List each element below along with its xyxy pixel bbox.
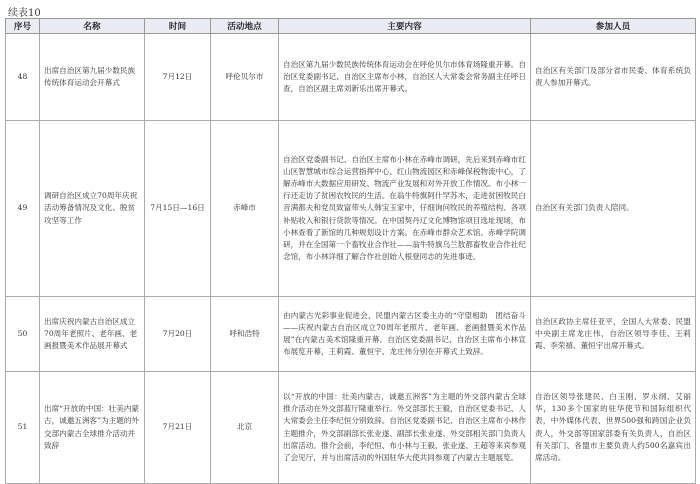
row-date: 7月20日 — [145, 297, 211, 372]
header-number: 序号 — [6, 19, 40, 34]
row-content: 自治区第九届少数民族传统体育运动会在呼伦贝尔市体育场隆重开幕。自治区党委副书记、自治区主席布小林，自治区人大常委会常务副主任呼日查，自治区副主席刘新乐出席开幕式。 — [279, 34, 531, 121]
activity-table — [5, 18, 696, 484]
table-row — [6, 297, 696, 372]
row-number: 50 — [6, 297, 40, 372]
row-participants: 自治区领导张建民、白玉刚、罗永纲、艾丽华，130多个国家的驻华使节和国际组织代表，中外媒体代表、世界500强和跨国企业负责人，外交部等国家部委有关负责人，自治区有关部门、各盟市主要负责人约500名嘉宾出席活动。 — [531, 372, 696, 484]
header-name: 名称 — [40, 19, 145, 34]
header-participants: 参加人员 — [531, 19, 696, 34]
row-content: 以“开放的中国：壮美内蒙古，诚邀五洲客”为主题的外交部内蒙古全球推介活动在外交部蓝厅隆重举行。外交部部长王毅，自治区党委书记、人大常委会主任李纪恒分别致辞。自治区党委副书记、自治区主席布小林作主题推介，外交部副部长张业遂、副部长张业遂、外交部相关部门负责人出席活动。推介会前，李纪恒、布小林与王毅、张业遂、王超等来宾参观了会见厅，并与出席活动的外国驻华大使共同参观了内蒙古主题展览。 — [279, 372, 531, 484]
row-date: 7月12日 — [145, 34, 211, 121]
row-place: 赤峰市 — [211, 121, 279, 297]
row-name: 调研自治区成立70周年庆祝活动筹备情况及文化、脱贫攻坚等工作 — [40, 121, 145, 297]
header-content: 主要内容 — [279, 19, 531, 34]
row-name: 出席庆祝内蒙古自治区成立70周年老照片、老年画、老画报暨美术作品展开幕式 — [40, 297, 145, 372]
row-number: 49 — [6, 121, 40, 297]
table-header-row — [6, 19, 696, 34]
row-place: 北京 — [211, 372, 279, 484]
row-content: 自治区党委副书记、自治区主席布小林在赤峰市调研，先后来到赤峰市红山区智慧城市综合运营指挥中心、红山物流园区和赤峰保税物流中心，了解赤峰市大数据应用研发、物流产业发展和对外开放工作情况。布小林一行还走访了贫困农牧民的生活。在翁牛特旗阿什罕苏木，走进贫困牧民白音满都夫和党员致富带头人韩宝玉家中，仔细询问牧民的养殖结构、各项补贴收入和银行贷款等情况。在中国契丹辽文化博物馆项目选址现场，布小林查看了新馆的几种规划设计方案。在赤峰市群众艺术馆、赤峰学院调研，并在全国第一个畜牧业合作社——翁牛特旗乌兰敖都畜牧业合作社纪念馆，布小林详细了解合作社创始人根登同志的先进事迹。 — [279, 121, 531, 297]
row-participants: 自治区有关部门负责人陪同。 — [531, 121, 696, 297]
table-row — [6, 121, 696, 297]
row-content: 由内蒙古光彩事业促进会、民盟内蒙古区委主办的“守望相助 团结奋斗——庆祝内蒙古自治区成立70周年老照片、老年画、老画报暨美术作品展”在内蒙古美术馆隆重开幕。自治区党委副书记、自治区主席布小林宣布展览开幕，王莉霞、董恒宇、龙庄伟分别在开幕式上致辞。 — [279, 297, 531, 372]
row-date: 7月15日—16日 — [145, 121, 211, 297]
table-caption: 续表10 — [8, 8, 41, 19]
row-date: 7月21日 — [145, 372, 211, 484]
header-date: 时间 — [145, 19, 211, 34]
row-number: 51 — [6, 372, 40, 484]
table-row — [6, 34, 696, 121]
row-place: 呼和浩特 — [211, 297, 279, 372]
row-place: 呼伦贝尔市 — [211, 34, 279, 121]
row-participants: 自治区有关部门及部分省市民委、体育系统负责人参加开幕式。 — [531, 34, 696, 121]
row-name: 出席“开放的中国：壮美内蒙古，诚邀五洲客”为主题的外交部内蒙古全球推介活动并致辞 — [40, 372, 145, 484]
row-participants: 自治区政协主席任亚平，全国人大常委、民盟中央副主席龙庄伟，自治区领导李佳、王莉霞、李荣禧、董恒宇出席开幕式。 — [531, 297, 696, 372]
header-place: 活动地点 — [211, 19, 279, 34]
row-number: 48 — [6, 34, 40, 121]
table-row — [6, 372, 696, 484]
row-name: 出席自治区第九届少数民族传统体育运动会开幕式 — [40, 34, 145, 121]
